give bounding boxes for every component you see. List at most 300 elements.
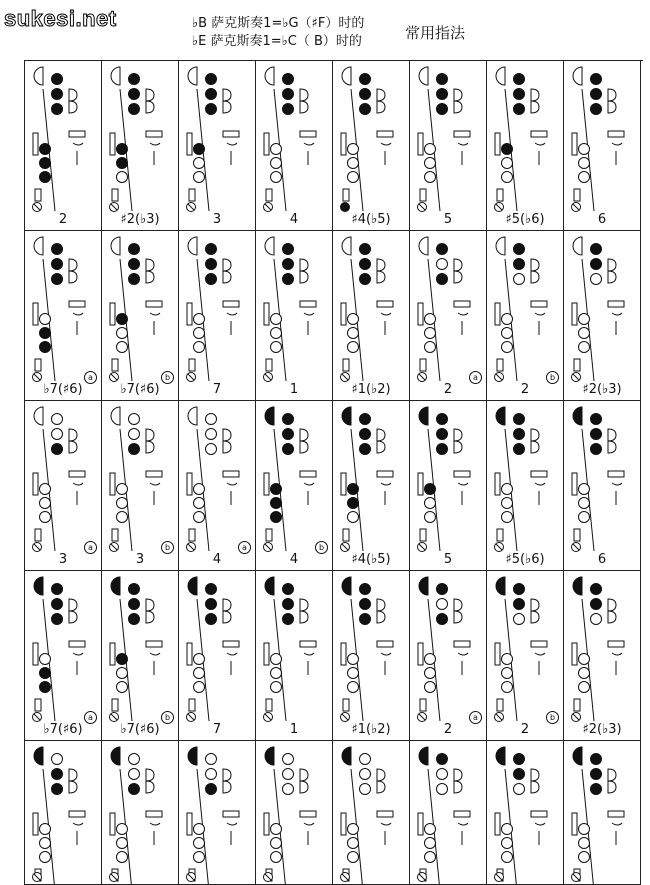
tone-hole-upper (360, 89, 371, 100)
fingering-cell (179, 61, 256, 231)
side-key-curve (458, 483, 468, 485)
tone-hole-upper (283, 274, 294, 285)
fingering-cell (564, 61, 641, 231)
tone-hole-lower (425, 144, 436, 155)
note-label: ♯1(♭2) (351, 382, 391, 397)
tone-hole-lower (502, 512, 513, 523)
side-key-curve (304, 143, 314, 145)
side-key-curve (73, 313, 83, 315)
tone-hole-lower (271, 852, 282, 863)
tone-hole-lower (194, 498, 205, 509)
note-label: 5 (443, 552, 453, 567)
octave-key (496, 577, 505, 595)
low-key (35, 529, 41, 541)
tone-hole-lower (502, 158, 513, 169)
palm-key (454, 89, 462, 101)
table-key (495, 643, 500, 665)
tone-hole-upper (283, 444, 294, 455)
octave-key (573, 407, 582, 425)
palm-key (608, 101, 616, 113)
table-key (572, 133, 577, 155)
tone-hole-lower (40, 484, 51, 495)
note-label: 2 (520, 722, 530, 737)
fingering-cell (564, 401, 641, 571)
tone-hole-lower (194, 838, 205, 849)
octave-key (496, 237, 505, 255)
side-key-curve (535, 483, 545, 485)
low-key (266, 189, 272, 201)
tone-hole-upper (360, 259, 371, 270)
palm-key (300, 781, 308, 793)
side-key-curve (612, 143, 622, 145)
note-label: ♭7(♯6) (43, 382, 83, 397)
tone-hole-lower (502, 824, 513, 835)
fingering-cell (487, 571, 564, 741)
tone-hole-lower (117, 682, 128, 693)
side-key-curve (381, 313, 391, 315)
low-key (189, 529, 195, 541)
octave-key (419, 407, 428, 425)
side-key-curve (612, 823, 622, 825)
tone-hole-lower (348, 342, 359, 353)
side-key (531, 811, 547, 817)
tone-hole-upper (129, 584, 140, 595)
side-key-curve (73, 483, 83, 485)
table-key (341, 813, 346, 835)
fingering-cell (102, 61, 179, 231)
tone-hole-upper (437, 74, 448, 85)
table-key (418, 133, 423, 155)
side-key-curve (304, 653, 314, 655)
palm-key (223, 781, 231, 793)
tone-hole-lower (579, 158, 590, 169)
side-key-curve (304, 823, 314, 825)
tone-hole-lower (40, 342, 51, 353)
tone-hole-upper (206, 244, 217, 255)
tone-hole-lower (271, 342, 282, 353)
fingering-diagram (179, 741, 256, 885)
octave-key (419, 747, 428, 765)
tone-hole-lower (271, 484, 282, 495)
tone-hole-lower (579, 682, 590, 693)
fingering-chart-grid (24, 60, 643, 885)
tone-hole-lower (502, 682, 513, 693)
tone-hole-lower (40, 314, 51, 325)
octave-key (419, 577, 428, 595)
palm-key (454, 429, 462, 441)
note-label: 2 (443, 382, 453, 397)
palm-key (531, 429, 539, 441)
tone-hole-upper (129, 444, 140, 455)
fingering-cell (25, 401, 102, 571)
palm-key (377, 271, 385, 283)
palm-key (531, 769, 539, 781)
tone-hole-upper (206, 584, 217, 595)
variant-marker: a (238, 541, 251, 554)
octave-key (111, 577, 120, 595)
tone-hole-upper (283, 244, 294, 255)
palm-key (300, 259, 308, 271)
tone-hole-lower (348, 682, 359, 693)
octave-key (111, 237, 120, 255)
fingering-cell (564, 231, 641, 401)
side-key-curve (612, 313, 622, 315)
tone-hole-lower (271, 682, 282, 693)
palm-key (454, 271, 462, 283)
fingering-diagram (333, 741, 410, 885)
tone-hole-upper (360, 614, 371, 625)
tone-hole-lower (40, 668, 51, 679)
tone-hole-upper (129, 599, 140, 610)
tone-hole-lower (117, 668, 128, 679)
tone-hole-lower (117, 824, 128, 835)
tone-hole-upper (591, 584, 602, 595)
table-key (110, 133, 115, 155)
low-key (497, 699, 503, 711)
tone-hole-lower (502, 144, 513, 155)
tone-hole-upper (591, 89, 602, 100)
palm-key (223, 101, 231, 113)
tone-hole-lower (579, 668, 590, 679)
tone-hole-upper (437, 104, 448, 115)
fingering-cell (410, 401, 487, 571)
tone-hole-upper (437, 259, 448, 270)
tone-hole-lower (40, 682, 51, 693)
note-label: 7 (212, 722, 222, 737)
side-key (300, 301, 316, 307)
table-key (341, 133, 346, 155)
fingering-cell (487, 401, 564, 571)
watermark: sukesi.net (4, 6, 117, 31)
side-key-curve (458, 823, 468, 825)
side-key-curve (227, 483, 237, 485)
tone-hole-upper (206, 614, 217, 625)
variant-marker: b (315, 541, 328, 554)
side-key (69, 301, 85, 307)
tone-hole-lower (502, 498, 513, 509)
table-key (187, 473, 192, 495)
note-label: ♭7(♯6) (120, 382, 160, 397)
variant-marker: a (469, 371, 482, 384)
tone-hole-upper (52, 259, 63, 270)
side-key (454, 131, 470, 137)
palm-key (146, 441, 154, 453)
low-key (343, 529, 349, 541)
note-label: 5 (443, 212, 453, 227)
octave-key (342, 67, 351, 85)
fingering-cell (179, 401, 256, 571)
tone-hole-upper (360, 74, 371, 85)
note-label: 2 (443, 722, 453, 737)
table-key (33, 473, 38, 495)
tone-hole-upper (283, 429, 294, 440)
tone-hole-upper (591, 244, 602, 255)
palm-key (300, 89, 308, 101)
tone-hole-lower (40, 498, 51, 509)
tone-hole-lower (40, 172, 51, 183)
side-key (608, 301, 624, 307)
palm-key (454, 441, 462, 453)
side-key-curve (73, 653, 83, 655)
table-key (418, 473, 423, 495)
tone-hole-lower (271, 512, 282, 523)
fingering-diagram (102, 61, 179, 231)
tone-hole-upper (206, 754, 217, 765)
tone-hole-lower (194, 484, 205, 495)
tone-hole-upper (283, 754, 294, 765)
tone-hole-upper (206, 444, 217, 455)
palm-key (377, 101, 385, 113)
low-key (574, 529, 580, 541)
palm-key (377, 611, 385, 623)
fingering-diagram (564, 231, 641, 401)
low-key (189, 189, 195, 201)
table-key (418, 813, 423, 835)
variant-marker: b (161, 371, 174, 384)
tone-hole-upper (129, 784, 140, 795)
table-key (264, 643, 269, 665)
tone-hole-lower (579, 498, 590, 509)
tone-hole-lower (348, 838, 359, 849)
tone-hole-lower (425, 682, 436, 693)
tone-hole-upper (52, 414, 63, 425)
palm-key (531, 611, 539, 623)
low-key (574, 359, 580, 371)
low-key (189, 699, 195, 711)
low-key (266, 359, 272, 371)
side-key (146, 301, 162, 307)
low-key (420, 359, 426, 371)
table-key (418, 303, 423, 325)
side-key (377, 811, 393, 817)
octave-key (496, 407, 505, 425)
tone-hole-lower (579, 314, 590, 325)
tone-hole-upper (129, 74, 140, 85)
octave-key (496, 747, 505, 765)
tone-hole-upper (514, 599, 525, 610)
tone-hole-upper (514, 754, 525, 765)
tone-hole-upper (206, 104, 217, 115)
tone-hole-lower (194, 314, 205, 325)
tone-hole-lower (425, 328, 436, 339)
octave-key (342, 407, 351, 425)
tone-hole-upper (206, 274, 217, 285)
side-key-curve (227, 313, 237, 315)
side-key (531, 471, 547, 477)
tone-hole-upper (437, 784, 448, 795)
tone-hole-lower (194, 172, 205, 183)
side-key (531, 131, 547, 137)
palm-key (146, 259, 154, 271)
palm-key (608, 769, 616, 781)
tone-hole-upper (591, 754, 602, 765)
tone-hole-upper (360, 599, 371, 610)
tone-hole-lower (117, 512, 128, 523)
palm-key (300, 429, 308, 441)
fingering-cell (102, 741, 179, 885)
table-key (187, 643, 192, 665)
note-label: 1 (289, 382, 299, 397)
side-key (608, 811, 624, 817)
tone-hole-lower (348, 852, 359, 863)
variant-marker: b (546, 711, 559, 724)
fingering-cell (564, 741, 641, 885)
palm-key (69, 611, 77, 623)
tone-hole-lower (425, 852, 436, 863)
tone-hole-lower (579, 852, 590, 863)
tone-hole-lower (425, 342, 436, 353)
side-key (223, 131, 239, 137)
tone-hole-upper (591, 259, 602, 270)
side-key (69, 641, 85, 647)
octave-key (34, 577, 43, 595)
tone-hole-upper (437, 89, 448, 100)
note-label: ♯1(♭2) (351, 722, 391, 737)
note-label: ♯2(♭3) (582, 382, 622, 397)
fingering-diagram (333, 231, 410, 401)
palm-key (223, 441, 231, 453)
fingering-cell (333, 231, 410, 401)
side-key (300, 811, 316, 817)
fingering-cell (102, 571, 179, 741)
tone-hole-lower (194, 682, 205, 693)
table-key (264, 303, 269, 325)
octave-key (111, 407, 120, 425)
fingering-diagram (333, 61, 410, 231)
tone-hole-upper (129, 274, 140, 285)
octave-key (573, 747, 582, 765)
palm-key (69, 769, 77, 781)
table-key (572, 303, 577, 325)
note-label: ♯2(♭3) (120, 212, 160, 227)
tone-hole-lower (579, 838, 590, 849)
fingering-cell (410, 741, 487, 885)
fingering-diagram (256, 571, 333, 741)
low-key (420, 189, 426, 201)
tone-hole-lower (348, 314, 359, 325)
variant-marker: b (546, 371, 559, 384)
octave-key (265, 237, 274, 255)
side-key (608, 471, 624, 477)
table-key (110, 643, 115, 665)
side-key (454, 641, 470, 647)
tone-hole-upper (591, 274, 602, 285)
tone-hole-lower (348, 654, 359, 665)
fingering-cell (179, 571, 256, 741)
tone-hole-upper (360, 444, 371, 455)
side-key-curve (458, 313, 468, 315)
octave-key (573, 577, 582, 595)
variant-marker: a (84, 371, 97, 384)
fingering-diagram (25, 61, 102, 231)
fingering-cell (487, 231, 564, 401)
fingering-diagram (333, 401, 410, 571)
octave-key (188, 577, 197, 595)
fingering-diagram (179, 571, 256, 741)
low-key (574, 699, 580, 711)
low-key (497, 189, 503, 201)
table-key (187, 133, 192, 155)
header-line-1: ♭B 萨克斯奏1=♭G（♯F）时的 (192, 16, 365, 31)
tone-hole-lower (117, 342, 128, 353)
tone-hole-lower (40, 328, 51, 339)
table-key (341, 643, 346, 665)
tone-hole-lower (502, 342, 513, 353)
octave-key (111, 747, 120, 765)
side-key-curve (73, 823, 83, 825)
note-label: ♭7(♯6) (120, 722, 160, 737)
fingering-cell (102, 401, 179, 571)
variant-marker: a (84, 541, 97, 554)
octave-key (188, 747, 197, 765)
palm-key (69, 259, 77, 271)
tone-hole-lower (425, 314, 436, 325)
note-label: 3 (212, 212, 222, 227)
tone-hole-lower (348, 158, 359, 169)
fingering-cell (410, 571, 487, 741)
tone-hole-upper (514, 259, 525, 270)
palm-key (69, 781, 77, 793)
tone-hole-lower (579, 824, 590, 835)
note-label: 3 (135, 552, 145, 567)
palm-key (608, 599, 616, 611)
palm-key (377, 429, 385, 441)
tone-hole-lower (194, 654, 205, 665)
palm-key (608, 781, 616, 793)
palm-key (608, 259, 616, 271)
palm-key (146, 101, 154, 113)
fingering-cell (179, 231, 256, 401)
octave-key (34, 237, 43, 255)
tone-hole-upper (514, 89, 525, 100)
tone-hole-upper (52, 89, 63, 100)
tone-hole-lower (194, 328, 205, 339)
tone-hole-lower (579, 654, 590, 665)
side-key-curve (535, 653, 545, 655)
low-key (420, 529, 426, 541)
fingering-diagram (179, 61, 256, 231)
tone-hole-lower (579, 172, 590, 183)
low-key (343, 359, 349, 371)
tone-hole-upper (283, 89, 294, 100)
chart-title: 常用指法 (405, 24, 466, 42)
side-key (608, 131, 624, 137)
tone-hole-lower (271, 498, 282, 509)
tone-hole-lower (117, 172, 128, 183)
tone-hole-lower (502, 172, 513, 183)
palm-key (69, 599, 77, 611)
side-key-curve (227, 143, 237, 145)
tone-hole-lower (194, 158, 205, 169)
table-key (572, 473, 577, 495)
note-label: 6 (597, 552, 607, 567)
note-label: 1 (289, 722, 299, 737)
table-key (187, 813, 192, 835)
variant-marker: a (84, 711, 97, 724)
tone-hole-upper (283, 599, 294, 610)
tone-hole-upper (283, 414, 294, 425)
palm-key (146, 271, 154, 283)
note-label: ♯5(♭6) (505, 212, 545, 227)
tone-hole-upper (360, 784, 371, 795)
side-key (531, 301, 547, 307)
tone-hole-lower (502, 654, 513, 665)
tone-hole-lower (117, 654, 128, 665)
octave-key (496, 67, 505, 85)
tone-hole-lower (271, 838, 282, 849)
tone-hole-lower (348, 498, 359, 509)
octave-key (111, 67, 120, 85)
